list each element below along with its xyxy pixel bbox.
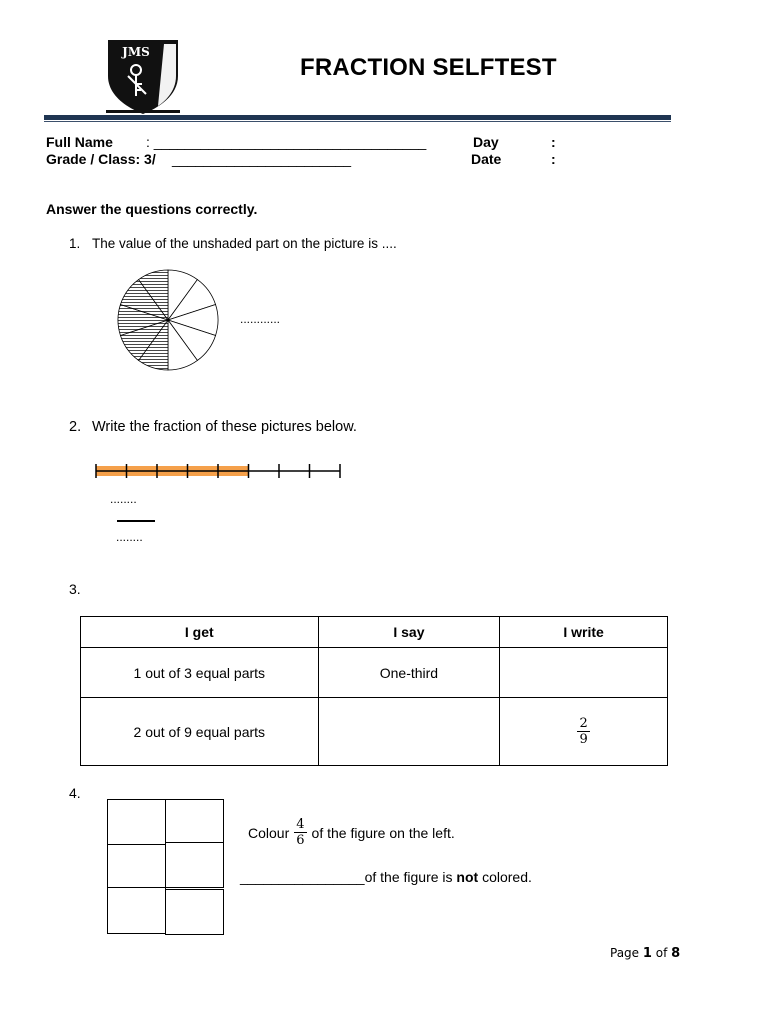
q4-line2-bold: not [456,869,479,885]
q4-not-coloured-line [240,869,532,885]
grid-cell[interactable] [107,887,166,934]
q2-bar-model [92,456,344,486]
row2-fraction-denominator: 9 [579,732,588,747]
header-divider [44,115,671,120]
row2-write [500,698,668,766]
q4-answer-blank[interactable]: ________________ [240,869,365,885]
row1-get: 1 out of 3 equal parts [81,648,319,698]
q2-text: Write the fraction of these pictures below. [92,419,357,435]
day-label: Day [473,134,499,150]
row2-say-cell[interactable] [318,698,500,766]
q4-fraction-numerator: 4 [296,817,305,832]
page-footer [610,946,680,961]
bar-segments [96,464,340,478]
grid-cell[interactable] [165,799,224,843]
q4-line2-post: colored. [482,869,532,885]
q1-text: The value of the unshaded part on the picture is .... [92,236,397,251]
q4-colour-pre: Colour [248,824,290,841]
row2-get: 2 out of 9 equal parts [81,698,319,766]
page-total: 8 [671,946,681,961]
page-title: FRACTION SELFTEST [300,54,557,81]
grade-class-field[interactable]: _______________________ [172,151,352,167]
grid-cell[interactable] [165,842,224,888]
q1-answer-blank[interactable]: ............ [240,312,281,326]
q4-grid-figure [107,799,225,935]
q2-denominator-blank[interactable]: ........ [116,530,143,544]
svg-text:JMS: JMS [122,45,150,59]
q2-fraction-bar [117,520,155,522]
q4-colour-post: of the figure on the left. [311,824,455,841]
grid-cell[interactable] [165,889,224,935]
header-i-say: I say [318,617,500,648]
school-logo-shield [106,36,180,114]
q1-pie-chart [112,266,224,374]
header-i-get: I get [81,617,319,648]
q1-number: 1. [69,236,81,251]
table-row [81,698,668,766]
q4-number: 4. [69,785,81,801]
row1-say: One-third [318,648,500,698]
q2-numerator-blank[interactable]: ........ [110,492,137,506]
grid-cell[interactable] [107,844,166,888]
date-colon: : [551,151,556,167]
instruction-text: Answer the questions correctly. [46,201,258,217]
footer-page-word: Page [610,946,640,960]
footer-of-word: of [655,946,668,960]
q3-fraction-table [80,616,668,766]
table-header-row [81,617,668,648]
page-number: 1 [642,946,652,961]
header-i-write: I write [500,617,668,648]
q4-fraction [294,818,306,847]
q2-number: 2. [69,419,82,435]
table-row [81,648,668,698]
q4-colour-instruction [248,818,455,847]
grid-cell[interactable] [107,799,166,845]
row2-fraction [577,717,589,746]
pie-slices [118,270,218,370]
header-divider-thin [44,121,671,122]
full-name-label: Full Name [46,134,113,150]
date-label: Date [471,151,502,167]
grade-class-label: Grade / Class: 3/ [46,151,156,167]
row2-fraction-numerator: 2 [579,716,588,731]
q3-number: 3. [69,581,81,597]
q4-line2-pre: of the figure is [364,869,453,885]
row1-write-cell[interactable] [500,648,668,698]
day-colon: : [551,134,556,150]
q4-fraction-denominator: 6 [296,833,305,848]
full-name-field[interactable]: : ___________________________________ [146,134,427,150]
